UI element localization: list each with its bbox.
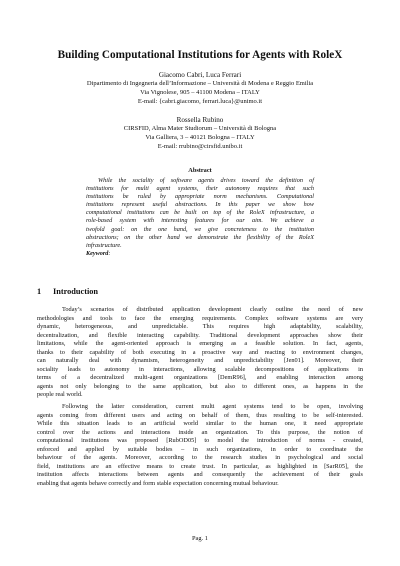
paragraph-line: agents not only belonging to the same application, but also to different ones, as happens in the <box>37 382 363 390</box>
abstract-line: institutions be ruled by appropriate norm mechanisms. Computational <box>86 193 314 201</box>
authors-2-affiliation: CIRSFID, Alma Mater Studiorum – Università di Bologna <box>123 125 277 132</box>
abstract-heading: Abstract <box>188 167 212 174</box>
abstract-line: abstractions; on the other hand we demonstrate the flexibility of the RoleX <box>86 233 314 241</box>
section-title: Introduction <box>53 287 99 296</box>
authors-1-affiliation: Dipartimento di Ingegneria dell’Informazione – Università di Modena e Reggio Emilia <box>86 80 314 87</box>
paragraph-line: control over the actions and interactions inside an organization. To this purpose, the notion of <box>37 428 363 436</box>
paragraph-line: limitations, while the agent-oriented approach is emerging as a feasible solution. In fact, agents, <box>37 340 363 348</box>
paragraph-line: institution affects interactions between agents and consequently the achievement of their goals <box>37 471 363 479</box>
paper-title: Building Computational Institutions for Agents with RoleX <box>57 49 343 61</box>
abstract-line: institutions for multi agent systems, their autonomy requires that such <box>86 185 314 193</box>
paragraph-line: terms of a decentralized multi-agent organizations [DemR96], and enabling interaction among <box>37 374 363 382</box>
paragraph-line: people real world. <box>37 391 83 399</box>
abstract-line: infrastructure. <box>86 241 122 249</box>
authors-1-names: Giacomo Cabri, Luca Ferrari <box>158 71 242 79</box>
abstract-line: computational institutions can be built on top of the RoleX infrastructure, a <box>86 209 314 217</box>
keyword-suffix: : <box>108 249 111 257</box>
paragraph-line: methodologies and tools to face the emerging requirements. Complex software systems are very <box>37 314 363 322</box>
abstract-line: While the sociality of software agents drives toward the definition of <box>98 177 314 184</box>
paragraph-line: enforced and applied by suitable bodies – in such organizations, in order to coordinate the <box>37 445 363 453</box>
authors-1-email: E-mail: {cabri.giacomo, ferrari.luca}@unimo.it <box>137 98 263 105</box>
paragraph-line: computational institutions was proposed [RubOD05] to model the introduction of norms - created, <box>37 437 363 445</box>
paragraph-line: While this situation leads to an artificial world similar to the human one, it need appropriate <box>37 420 363 428</box>
paragraph-line: behaviour of the agents. Moreover, according to the research studies in psychological and social <box>37 454 363 462</box>
page-number: Pag. 1 <box>192 535 208 542</box>
keyword-label: Keyword <box>86 249 109 257</box>
keyword-line <box>86 250 314 258</box>
authors-2-address: Via Galliera, 3 – 40121 Bologna – ITALY <box>145 134 255 141</box>
paragraph-line: dynamic, heterogeneous, and unpredictable. This requires high adaptability, scalability, <box>37 323 363 331</box>
paragraph-line: Today’s scenarios of distributed application development clearly outline the need of new <box>62 306 363 313</box>
authors-2-names: Rossella Rubino <box>176 116 224 124</box>
authors-1-address: Via Vignolese, 905 – 41100 Modena – ITALY <box>140 89 260 96</box>
abstract-line: role-based system with interesting features for our aim. We achieve a <box>86 217 314 225</box>
abstract-line: twofold goal: on the one hand, we give concreteness to the institution <box>86 225 314 233</box>
paragraph-line: decentralization, and flexible interacting capability. Traditional development approaches show their <box>37 331 363 339</box>
paragraph-line: can naturally deal with dynamism, heterogeneity and unpredictability [Jen01]. Moreover, their <box>37 357 363 365</box>
paragraph-line: field, institutions are an effective means to create trust. In particular, as highlighted in [SarR05], the <box>37 462 363 470</box>
abstract-line: institutions represent useful abstractions. In this paper we show how <box>86 201 314 209</box>
section-heading <box>37 287 98 296</box>
paragraph-1 <box>37 306 363 400</box>
section-number: 1 <box>37 287 42 296</box>
authors-2-email: E-mail: rrubino@cirsfid.unibo.it <box>157 143 243 150</box>
paragraph-line: sociality leads to autonomy in interactions, allowing scalable decompositions of applications in <box>37 365 363 373</box>
paragraph-line: agents coming from different users and acting on behalf of them, thus resulting to be self-interested. <box>37 411 363 419</box>
paragraph-2 <box>37 403 363 488</box>
paragraph-line: thanks to their capability of both executing in a proactive way and reacting to environment changes, <box>37 348 363 356</box>
paragraph-line: Following the latter consideration, current multi agent systems tend to be open, involving <box>62 403 363 410</box>
paragraph-line: enabling that agents behave correctly and form stable expectation concerning mutual behaviour. <box>37 479 279 487</box>
abstract-body <box>86 177 314 258</box>
